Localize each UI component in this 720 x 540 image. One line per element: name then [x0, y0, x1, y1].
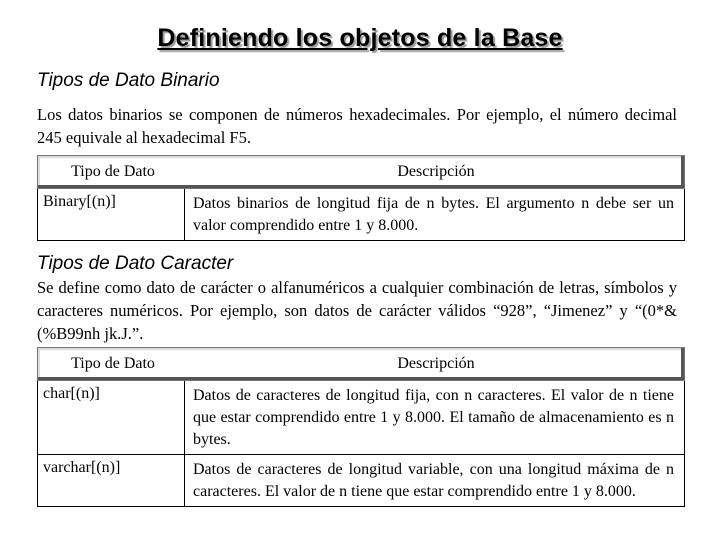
row-type: varchar[(n)] [38, 455, 185, 506]
row-type: Binary[(n)] [38, 189, 185, 240]
table-header [37, 347, 685, 381]
table-header [37, 155, 685, 189]
character-description: Se define como dato de carácter o alfanuméricos a cualquier combinación de letras, símbolos y caracteres numéricos. Por ejemplo, son datos de carácter válidos “928”, “Jimenez” y “(0*&(%B99nh jk.J.”. [37, 278, 677, 343]
character-heading: Tipos de Dato Caracter [37, 253, 234, 274]
row-type: char[(n)] [38, 381, 185, 454]
table-row [37, 381, 685, 455]
header-description: Descripción [397, 355, 475, 372]
header-type: Tipo de Dato [71, 163, 155, 180]
table-row [37, 189, 685, 241]
binary-heading: Tipos de Dato Binario [37, 70, 220, 91]
binary-description: Los datos binarios se componen de números hexadecimales. Por ejemplo, el número decimal 245 equivale al hexadecimal F5. [37, 105, 677, 147]
row-description: Datos de caracteres de longitud fija, con n caracteres. El valor de n tiene que estar comprendido entre 1 y 8.000. El tamaño de almacenamiento es n bytes. [193, 387, 674, 448]
character-table [37, 347, 685, 507]
header-type: Tipo de Dato [71, 355, 155, 372]
header-description: Descripción [397, 163, 475, 180]
slide-title: Definiendo los objetos de la Base [157, 24, 563, 52]
row-description: Datos de caracteres de longitud variable, con una longitud máxima de n caracteres. El valor de n tiene que estar comprendido entre 1 y 8.000. [193, 461, 674, 500]
binary-table [37, 155, 685, 241]
row-description: Datos binarios de longitud fija de n bytes. El argumento n debe ser un valor comprendido entre 1 y 8.000. [193, 195, 674, 234]
table-row [37, 455, 685, 507]
